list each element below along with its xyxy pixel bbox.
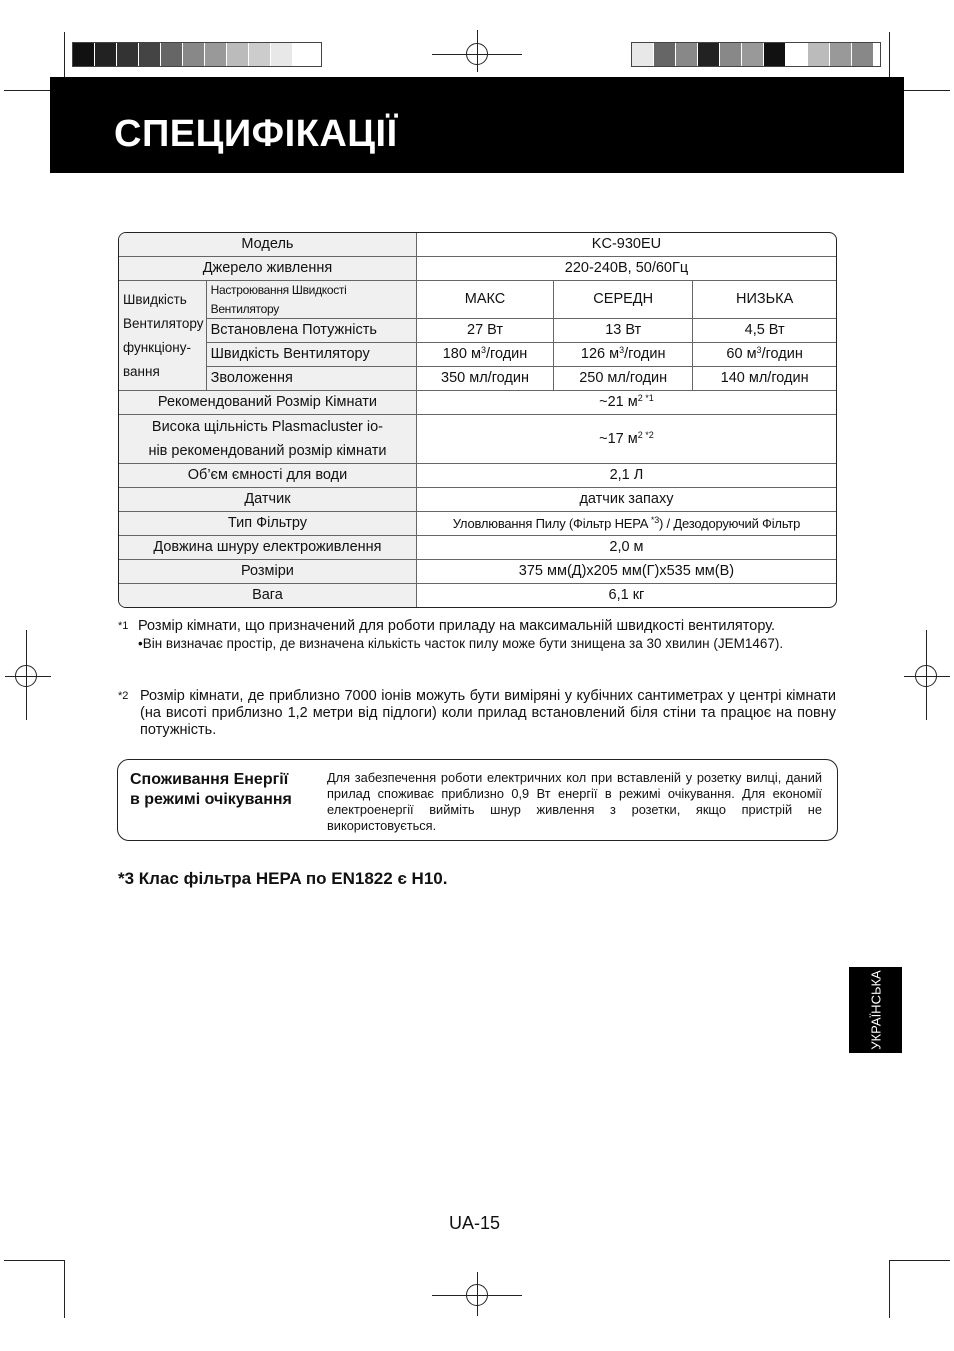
fanspeed-label: Швидкість Вентилятору: [206, 343, 416, 367]
filter-value: Уловлювання Пилу (Фільтр HEPA $^{*3}$) / Дезодоруючий Фільтр: [416, 512, 836, 536]
room-value: ~21 $м^{2 *1}$: [416, 391, 836, 415]
dims-label: Розміри: [119, 560, 416, 584]
standby-power-box: [117, 759, 838, 841]
fanspeed-low: 60 $м^3$/годин: [693, 343, 836, 367]
tank-label: Об’єм ємності для води: [119, 464, 416, 488]
footnote-1-subtext: •Він визначає простір, де визначена кількість часток пилу може бути знищена за 30 хвилин (JEM1467).: [138, 636, 784, 651]
crop-mark: [4, 1260, 64, 1261]
rated-max: 27 Вт: [416, 319, 553, 343]
registration-target-icon: [915, 665, 937, 687]
table-row: [119, 536, 836, 560]
col-low: НИЗЬКА: [693, 281, 836, 319]
hepa-note: *3 Клас фільтра HEPA по EN1822 є H10.: [118, 869, 448, 888]
pci-value: ~17 $м^{2 *2}$: [416, 415, 836, 464]
spec-table: [118, 232, 837, 608]
registration-target-icon: [15, 665, 37, 687]
humid-max: 350 мл/годин: [416, 367, 553, 391]
footnote-2-mark: *2: [118, 690, 129, 702]
weight-label: Вага: [119, 584, 416, 608]
cord-value: 2,0 м: [416, 536, 836, 560]
page-title: СПЕЦИФІКАЦІЇ: [114, 113, 398, 155]
col-max: МАКС: [416, 281, 553, 319]
standby-text: Для забезпечення роботи електричних кол при вставленій у розетку вилці, даний прилад споживає приблизно 0,9 Вт енергії в режимі очікування. Для економії електроенергії вийміть шнур живлення з розетки, якщо пристрій не використовується.: [327, 770, 822, 833]
pci-label: Висока щільність Plasmacluster іо- нів рекомендований розмір кімнати: [119, 415, 416, 464]
table-row: [119, 512, 836, 536]
filter-label: Тип Фільтру: [119, 512, 416, 536]
fan-setting-label: Настроювання Швидкості Вентилятору: [206, 281, 416, 319]
fanspeed-mid: 126 $м^3$/годин: [554, 343, 693, 367]
model-value: KC-930EU: [416, 233, 836, 257]
strip-frame-right: [631, 42, 881, 67]
crop-mark: [890, 1260, 950, 1261]
rated-label: Встановлена Потужність: [206, 319, 416, 343]
sensor-label: Датчик: [119, 488, 416, 512]
table-row: [119, 343, 836, 367]
footnote-2: [118, 688, 836, 739]
fanspeed-max: 180 $м^3$/годин: [416, 343, 553, 367]
humid-label: Зволоження: [206, 367, 416, 391]
language-tab-label: УКРАЇНСЬКА: [868, 970, 883, 1050]
table-row: [119, 319, 836, 343]
footnote-1-mark: *1: [118, 620, 129, 632]
room-label: Рекомендований Розмір Кімнати: [119, 391, 416, 415]
rated-low: 4,5 Вт: [693, 319, 836, 343]
language-tab: [849, 967, 902, 1053]
table-row: [119, 464, 836, 488]
table-row: [119, 488, 836, 512]
humid-low: 140 мл/годин: [693, 367, 836, 391]
fan-group-label: Швидкість Вентилятору функціону- вання: [119, 281, 206, 391]
cord-label: Довжина шнуру електроживлення: [119, 536, 416, 560]
footnote-1: [118, 618, 848, 652]
power-value: 220-240В, 50/60Гц: [416, 257, 836, 281]
rated-mid: 13 Вт: [554, 319, 693, 343]
model-label: Модель: [119, 233, 416, 257]
col-mid: СЕРЕДН: [554, 281, 693, 319]
sensor-value: датчик запаху: [416, 488, 836, 512]
registration-target-icon: [466, 43, 488, 65]
header-bar: [50, 77, 904, 173]
table-row: [119, 281, 836, 319]
tank-value: 2,1 Л: [416, 464, 836, 488]
weight-value: 6,1 кг: [416, 584, 836, 608]
power-label: Джерело живлення: [119, 257, 416, 281]
table-row: [119, 391, 836, 415]
table-row: [119, 584, 836, 608]
table-row: [119, 233, 836, 257]
dims-value: 375 мм(Д)x205 мм(Г)x535 мм(В): [416, 560, 836, 584]
table-row: [119, 560, 836, 584]
footnote-2-text: Розмір кімнати, де приблизно 7000 іонів можуть бути виміряні у кубічних сантиметрах у центрі кімнати (на висоті приблизно 1,2 метри від підлоги) коли прилад встановлений біля стіни та працює на повну потужність.: [140, 688, 836, 738]
footnote-1-text: Розмір кімнати, що призначений для роботи приладу на максимальній швидкості вентилятору.: [138, 618, 776, 634]
table-row: [119, 415, 836, 464]
strip-frame-left: [72, 42, 322, 67]
table-row: [119, 257, 836, 281]
crop-mark: [889, 1260, 890, 1318]
table-row: [119, 367, 836, 391]
humid-mid: 250 мл/годин: [554, 367, 693, 391]
crop-mark: [64, 1260, 65, 1318]
page-number: UA-15: [449, 1213, 501, 1233]
standby-title: Споживання Енергії в режимі очікування: [130, 771, 292, 808]
registration-target-icon: [466, 1284, 488, 1306]
